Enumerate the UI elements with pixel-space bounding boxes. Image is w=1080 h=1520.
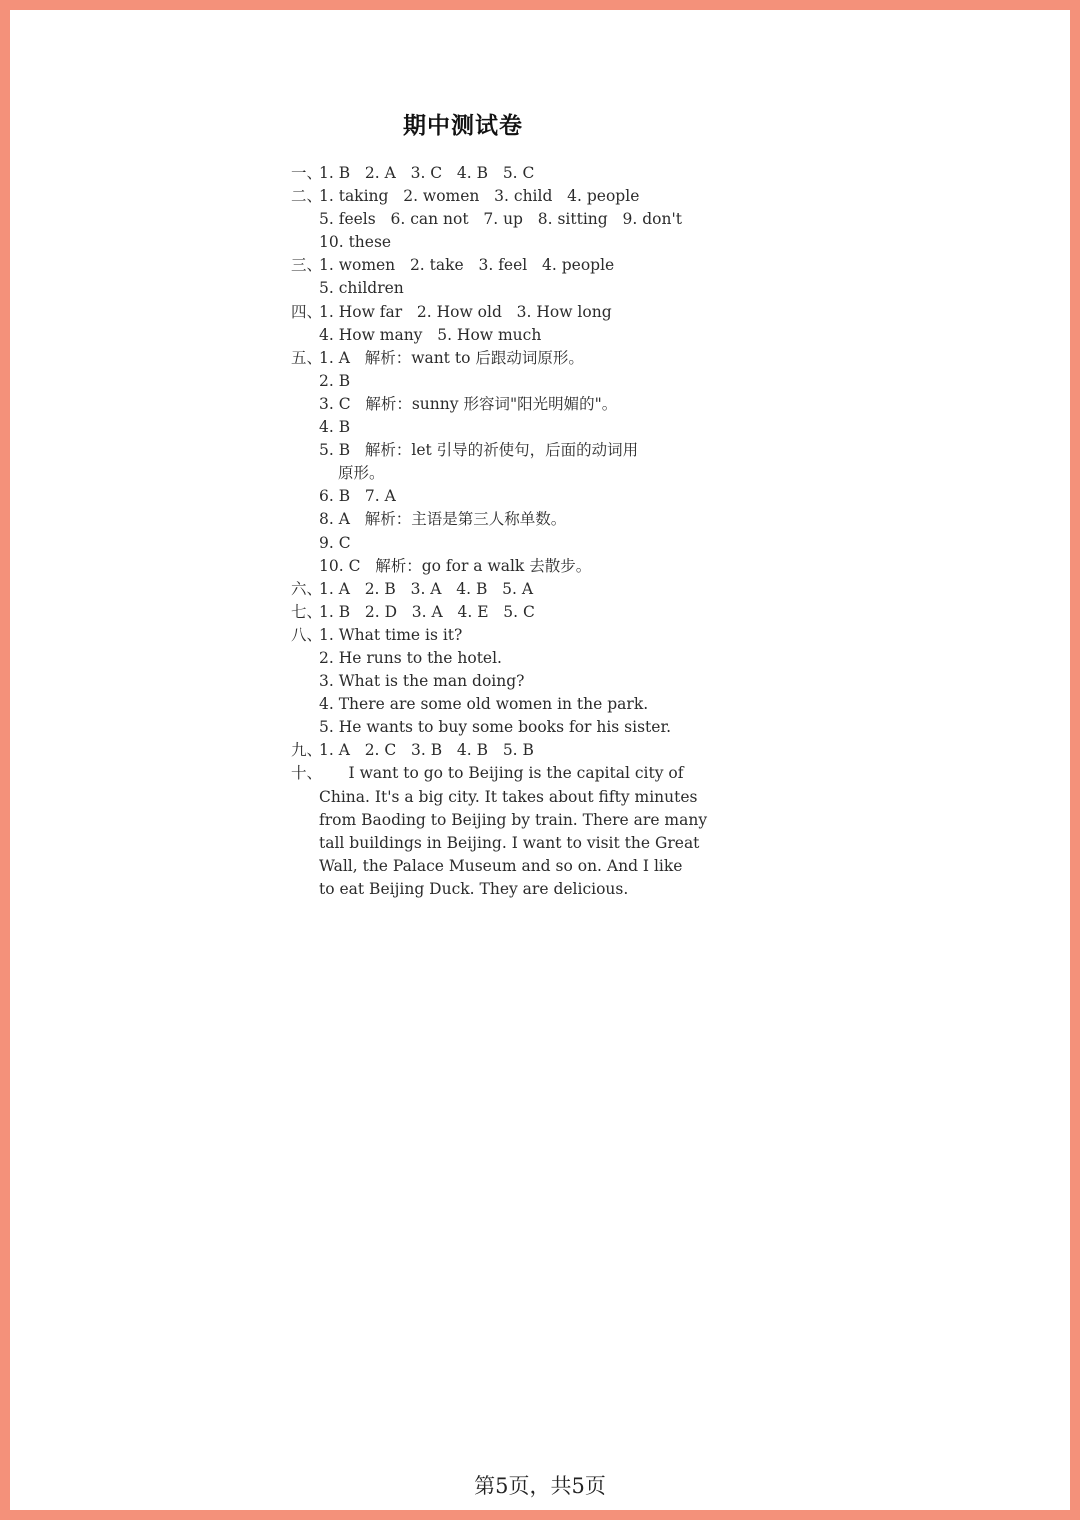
answer-line: 5. He wants to buy some books for his sister. bbox=[319, 718, 672, 737]
section-9 bbox=[291, 739, 721, 762]
answer-line: 1. B 2. D 3. A 4. E 5. C bbox=[319, 602, 535, 621]
answer-line: 5. feels 6. can not 7. up 8. sitting 9. don't bbox=[319, 210, 682, 229]
document-page bbox=[10, 10, 1070, 1510]
answer-line: 1. A 2. C 3. B 4. B 5. B bbox=[319, 741, 534, 760]
answer-line: 8. A 解析：主语是第三人称单数。 bbox=[319, 510, 567, 529]
section-3 bbox=[291, 254, 721, 277]
answer-line: 2. He runs to the hotel. bbox=[319, 648, 502, 667]
answer-line: 6. B 7. A bbox=[319, 487, 396, 506]
section-label: 十、 bbox=[291, 764, 323, 783]
section-7 bbox=[291, 601, 721, 624]
essay-line: to eat Beijing Duck. They are delicious. bbox=[319, 879, 629, 898]
section-label: 三、 bbox=[291, 256, 323, 275]
section-label: 八、 bbox=[291, 625, 323, 644]
answer-line: 5. children bbox=[319, 279, 404, 298]
page-footer: 第5页，共5页 bbox=[474, 1474, 606, 1498]
section-label: 七、 bbox=[291, 602, 323, 621]
section-8 bbox=[291, 624, 721, 647]
answer-line: 2. B bbox=[319, 371, 351, 390]
section-label: 五、 bbox=[291, 348, 323, 367]
section-label: 一、 bbox=[291, 164, 323, 182]
answer-line: 1. How far 2. How old 3. How long bbox=[319, 302, 612, 321]
section-5 bbox=[291, 347, 721, 370]
page-title: 期中测试卷 bbox=[403, 112, 523, 139]
essay-line: China. It's a big city. It takes about fifty minutes bbox=[319, 787, 698, 806]
essay-line: I want to go to Beijing is the capital city of bbox=[319, 764, 684, 783]
answer-line: 原形。 bbox=[338, 464, 385, 483]
answer-line: 4. B bbox=[319, 418, 351, 437]
answer-line: 9. C bbox=[319, 533, 351, 552]
answer-key bbox=[291, 162, 721, 901]
answer-line: 1. A 2. B 3. A 4. B 5. A bbox=[319, 579, 534, 598]
answer-line: 3. C 解析：sunny 形容词"阳光明媚的"。 bbox=[319, 394, 618, 413]
essay-line: from Baoding to Beijing by train. There are many bbox=[319, 810, 708, 829]
essay-line: Wall, the Palace Museum and so on. And I like bbox=[319, 856, 683, 875]
section-2 bbox=[291, 185, 721, 208]
answer-line: 10. these bbox=[319, 233, 392, 252]
answer-line: 10. C 解析：go for a walk 去散步。 bbox=[319, 556, 592, 575]
section-label: 九、 bbox=[291, 741, 323, 760]
essay-line: tall buildings in Beijing. I want to visit the Great bbox=[319, 833, 700, 852]
section-1 bbox=[291, 162, 721, 185]
answer-line: 1. B 2. A 3. C 4. B 5. C bbox=[319, 164, 535, 182]
section-4 bbox=[291, 301, 721, 324]
section-10 bbox=[291, 762, 721, 785]
section-label: 二、 bbox=[291, 187, 323, 206]
answer-line: 1. women 2. take 3. feel 4. people bbox=[319, 256, 615, 275]
answer-line: 1. A 解析：want to 后跟动词原形。 bbox=[319, 348, 584, 367]
answer-line: 4. How many 5. How much bbox=[319, 325, 542, 344]
answer-line: 3. What is the man doing? bbox=[319, 672, 525, 691]
section-label: 四、 bbox=[291, 302, 323, 321]
section-label: 六、 bbox=[291, 579, 323, 598]
answer-line: 1. taking 2. women 3. child 4. people bbox=[319, 187, 640, 206]
section-6 bbox=[291, 578, 721, 601]
answer-line: 5. B 解析：let 引导的祈使句，后面的动词用 bbox=[319, 441, 639, 460]
answer-line: 4. There are some old women in the park. bbox=[319, 695, 649, 714]
answer-line: 1. What time is it? bbox=[319, 625, 463, 644]
